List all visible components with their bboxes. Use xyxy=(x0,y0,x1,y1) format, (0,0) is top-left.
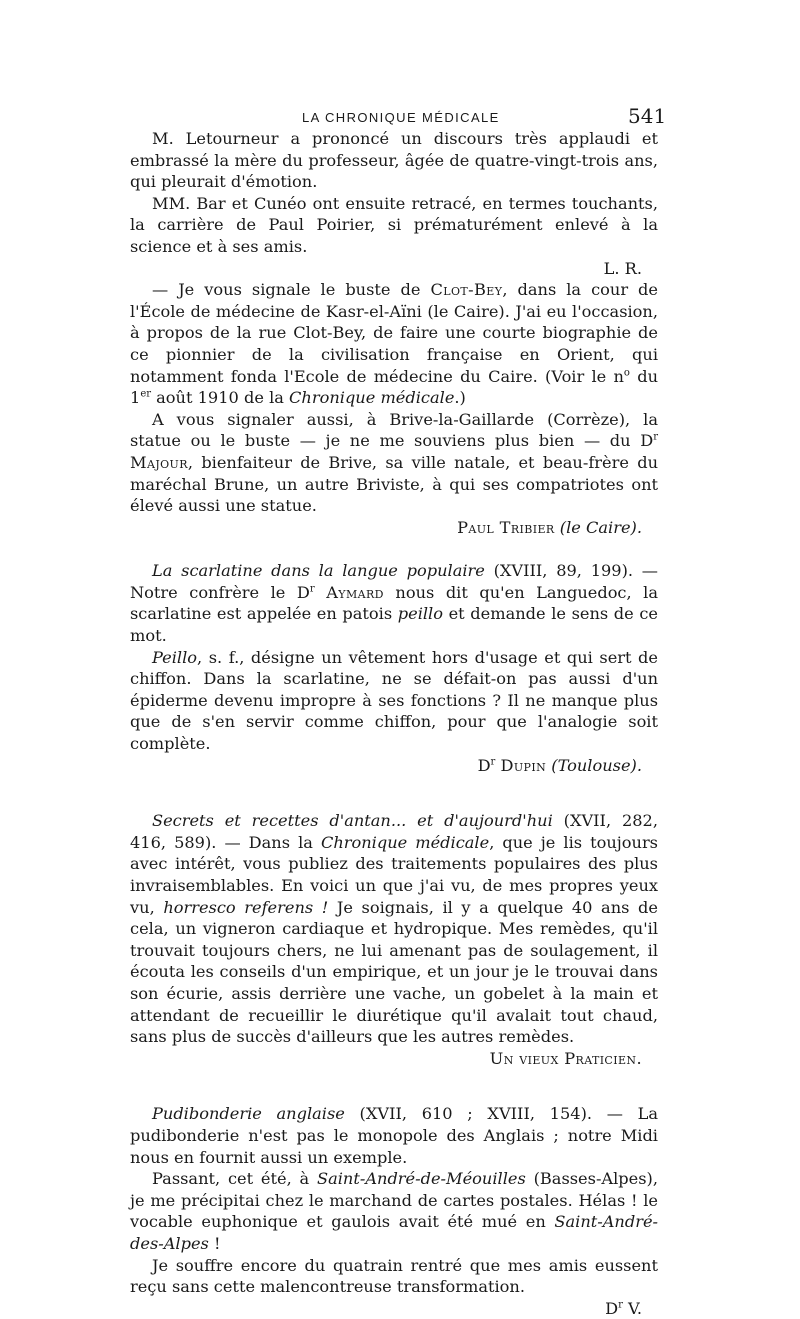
journal-title: Chronique médicale xyxy=(289,388,455,408)
signature: L. R. xyxy=(603,258,642,278)
signature: $D^r$ Dupin (Toulouse). xyxy=(477,755,642,775)
paragraph: A vous signaler aussi, à Brive-la-Gaillarde (Corrèze), la statue ou le buste — je ne me souviens plus bien — du $D^r$ Majour, bienfaiteur de Brive, sa ville natale, et beau-frère du maréchal Brune, un autre Briviste, à qui ses compatriotes ont élevé aussi une statue. xyxy=(130,409,658,516)
signature: $D^r$ V. xyxy=(605,1298,642,1318)
paragraph: MM. Bar et Cunéo ont ensuite retracé, en termes touchants, la carrière de Paul Poirier, si prématurément enlevé à la science et à ses amis. xyxy=(130,193,658,256)
article-title: La scarlatine dans la langue populaire xyxy=(152,561,485,581)
place-name: Saint-André-des-Alpes xyxy=(130,1212,658,1253)
person-name: Majour xyxy=(130,452,188,472)
running-head xyxy=(0,104,800,128)
signature: Un vieux Praticien. xyxy=(489,1048,642,1068)
paragraph: Pudibonderie anglaise (XVII, 610 ; XVIII, 154). — La pudibonderie n'est pas le monopole des Anglais ; notre Midi nous en fournit aussi un exemple. xyxy=(130,1104,658,1167)
article-title: Secrets et recettes d'antan... et d'aujourd'hui xyxy=(152,811,553,831)
person-name: Clot-Bey xyxy=(430,280,503,300)
body-text xyxy=(130,128,658,1319)
article-scarlatine xyxy=(130,560,658,776)
paragraph: Peillo, s. f., désigne un vêtement hors d'usage et qui sert de chiffon. Dans la scarlatine, ne se défait-on pas aussi d'un épiderme devenu impropre à ses fonctions ? Il ne manque plus que de s'en servir comme chiffon, pour que l'analogie soit complète. xyxy=(130,647,658,754)
paragraph: Secrets et recettes d'antan... et d'aujourd'hui (XVII, 282, 416, 589). — Dans la Chronique médicale, que je lis toujours avec intérêt, vous publiez des traitements populaires des plus invraisemblables. En voici un que j'ai vu, de mes propres yeux vu, horresco referens ! Je soignais, il y a quelque 40 ans de cela, un vigneron cardiaque et hydropique. Mes remèdes, qu'il trouvait toujours chers, ne lui amenant pas de soulagement, il écouta les conseils d'un empirique, et un jour je le trouvai dans son écurie, assis derrière une vache, un gobelet à la main et attendant de recueillir le diurétique qu'il avalait tout chaud, sans plus de succès d'ailleurs que les autres remèdes. xyxy=(130,811,658,1047)
article-clot-bey xyxy=(130,128,658,538)
paragraph: Passant, cet été, à Saint-André-de-Méouilles (Basses-Alpes), je me précipitai chez le marchand de cartes postales. Hélas ! le vocable euphonique et gaulois avait été mué en Saint-André-des-Alpes ! xyxy=(130,1169,658,1253)
person-name: Aymard xyxy=(326,582,384,602)
paragraph: Je souffre encore du quatrain rentré que mes amis eussent reçu sans cette malencontreuse transformation. xyxy=(130,1255,658,1297)
journal-title: Chronique médicale xyxy=(320,832,490,852)
article-secrets-recettes xyxy=(130,810,658,1069)
running-title: LA CHRONIQUE MÉDICALE xyxy=(302,110,500,125)
signature: Paul Tribier (le Caire). xyxy=(457,517,642,537)
page-number: 541 xyxy=(628,104,667,128)
paragraph: — Je vous signale le buste de Clot-Bey, dans la cour de l'École de médecine de Kasr-el-Aïni (le Caire). J'ai eu l'occasion, à propos de la rue Clot-Bey, de faire une courte biographie de ce pionnier de la civilisation française en Orient, qui notamment fonda l'Ecole de médecine du Caire. (Voir le $n^o$ du 1er août 1910 de la Chronique médicale.) xyxy=(130,280,658,408)
paragraph: La scarlatine dans la langue populaire (XVIII, 89, 199). — Notre confrère le $D^r$ Aymard nous dit qu'en Languedoc, la scarlatine est appelée en patois peillo et demande le sens de ce mot. xyxy=(130,561,658,646)
article-pudibonderie xyxy=(130,1103,658,1319)
article-title: Pudibonderie anglaise xyxy=(152,1104,345,1124)
place-name: Saint-André-de-Méouilles xyxy=(317,1169,526,1189)
paragraph: M. Letourneur a prononcé un discours très applaudi et embrassé la mère du professeur, âgée de quatre-vingt-trois ans, qui pleurait d'émotion. xyxy=(130,129,658,192)
